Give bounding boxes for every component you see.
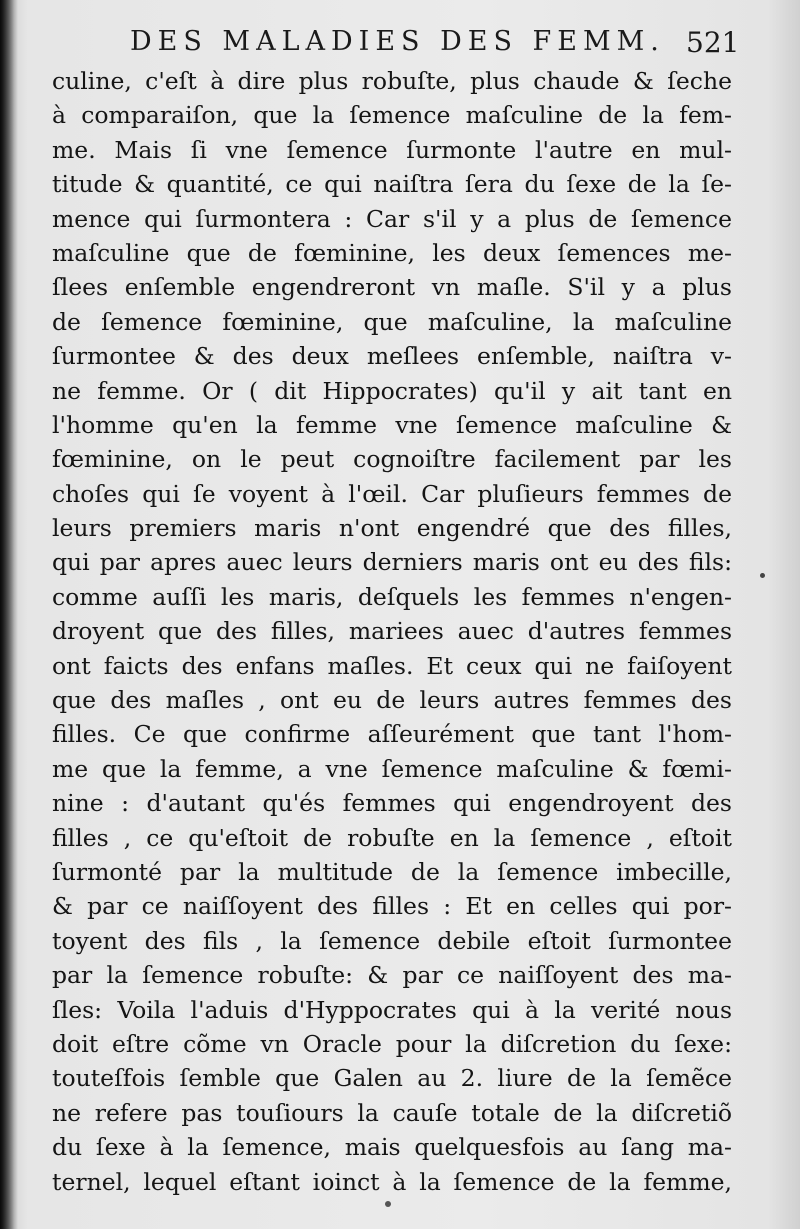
text-line: choſes qui ſe voyent à l'œil. Car pluſieurs femmes de <box>52 479 732 508</box>
text-line: me que la femme, a vne ſemence maſculine & fœmi- <box>52 754 732 783</box>
text-line: l'homme qu'en la femme vne ſemence maſculine & <box>52 410 732 439</box>
text-line: ſles: Voila l'aduis d'Hyppocrates qui à la verité nous <box>52 995 732 1024</box>
text-line: ne refere pas touſiours la cauſe totale de la diſcretiõ <box>52 1098 732 1127</box>
text-line: de ſemence fœminine, que maſculine, la maſculine <box>52 307 732 336</box>
text-line: touteſfois ſemble que Galen au 2. liure de la ſemẽce <box>52 1064 732 1093</box>
text-line: ternel, lequel eſtant ioinct à la ſemence de la femme, <box>52 1167 732 1196</box>
text-line: ſlees enſemble engendreront vn maſle. S'il y a plus <box>52 273 732 302</box>
text-line: ſurmontee & des deux meſlees enſemble, naiſtra v- <box>52 342 732 371</box>
text-line: maſculine que de fœminine, les deux ſemences me- <box>52 238 732 267</box>
text-line: à comparaiſon, que la ſemence maſculine de la fem- <box>52 101 732 130</box>
running-title: DES MALADIES DES FEMM. <box>130 26 665 57</box>
page-number: 521 <box>686 26 740 59</box>
text-line: ſurmonté par la multitude de la ſemence imbecille, <box>52 857 732 886</box>
text-line: du ſexe à la ſemence, mais quelquesfois au ſang ma- <box>52 1133 732 1162</box>
text-line: qui par apres auec leurs derniers maris ont eu des fils: <box>52 548 732 577</box>
text-line: nine : d'autant qu'és femmes qui engendroyent des <box>52 789 732 818</box>
text-line: mence qui ſurmontera : Car s'il y a plus de ſemence <box>52 204 732 233</box>
text-line: ne femme. Or ( dit Hippocrates) qu'il y ait tant en <box>52 376 732 405</box>
text-line: & par ce naiſſoyent des filles : Et en celles qui por- <box>52 892 732 921</box>
text-line: que des maſles , ont eu de leurs autres femmes des <box>52 686 732 715</box>
text-line: doit eſtre cõme vn Oracle pour la diſcretion du ſexe: <box>52 1029 732 1058</box>
text-line: filles. Ce que confirme aſſeurément que tant l'hom- <box>52 720 732 749</box>
text-line: titude & quantité, ce qui naiſtra ſera du ſexe de la ſe- <box>52 170 732 199</box>
text-line: toyent des fils , la ſemence debile eſtoit ſurmontee <box>52 926 732 955</box>
text-line: ont faicts des enfans maſles. Et ceux qui ne faiſoyent <box>52 651 732 680</box>
text-line: me. Mais ſi vne ſemence ſurmonte l'autre en mul- <box>52 135 732 164</box>
text-line: leurs premiers maris n'ont engendré que des filles, <box>52 514 732 543</box>
ink-speck <box>760 573 765 578</box>
text-line: par la ſemence robuſte: & par ce naiſſoyent des ma- <box>52 961 732 990</box>
gutter-shadow <box>0 0 18 1229</box>
text-line: droyent que des filles, mariees auec d'autres femmes <box>52 617 732 646</box>
ink-dot <box>385 1201 391 1207</box>
text-line: culine, c'eſt à dire plus robuſte, plus chaude & ſeche <box>52 67 732 95</box>
text-line: comme auſſi les maris, deſquels les femmes n'engen- <box>52 582 732 611</box>
text-line: filles , ce qu'eſtoit de robuſte en la ſemence , eſtoit <box>52 823 732 852</box>
text-line: fœminine, on le peut cognoiſtre facilement par les <box>52 445 732 474</box>
body-text <box>52 64 732 1199</box>
